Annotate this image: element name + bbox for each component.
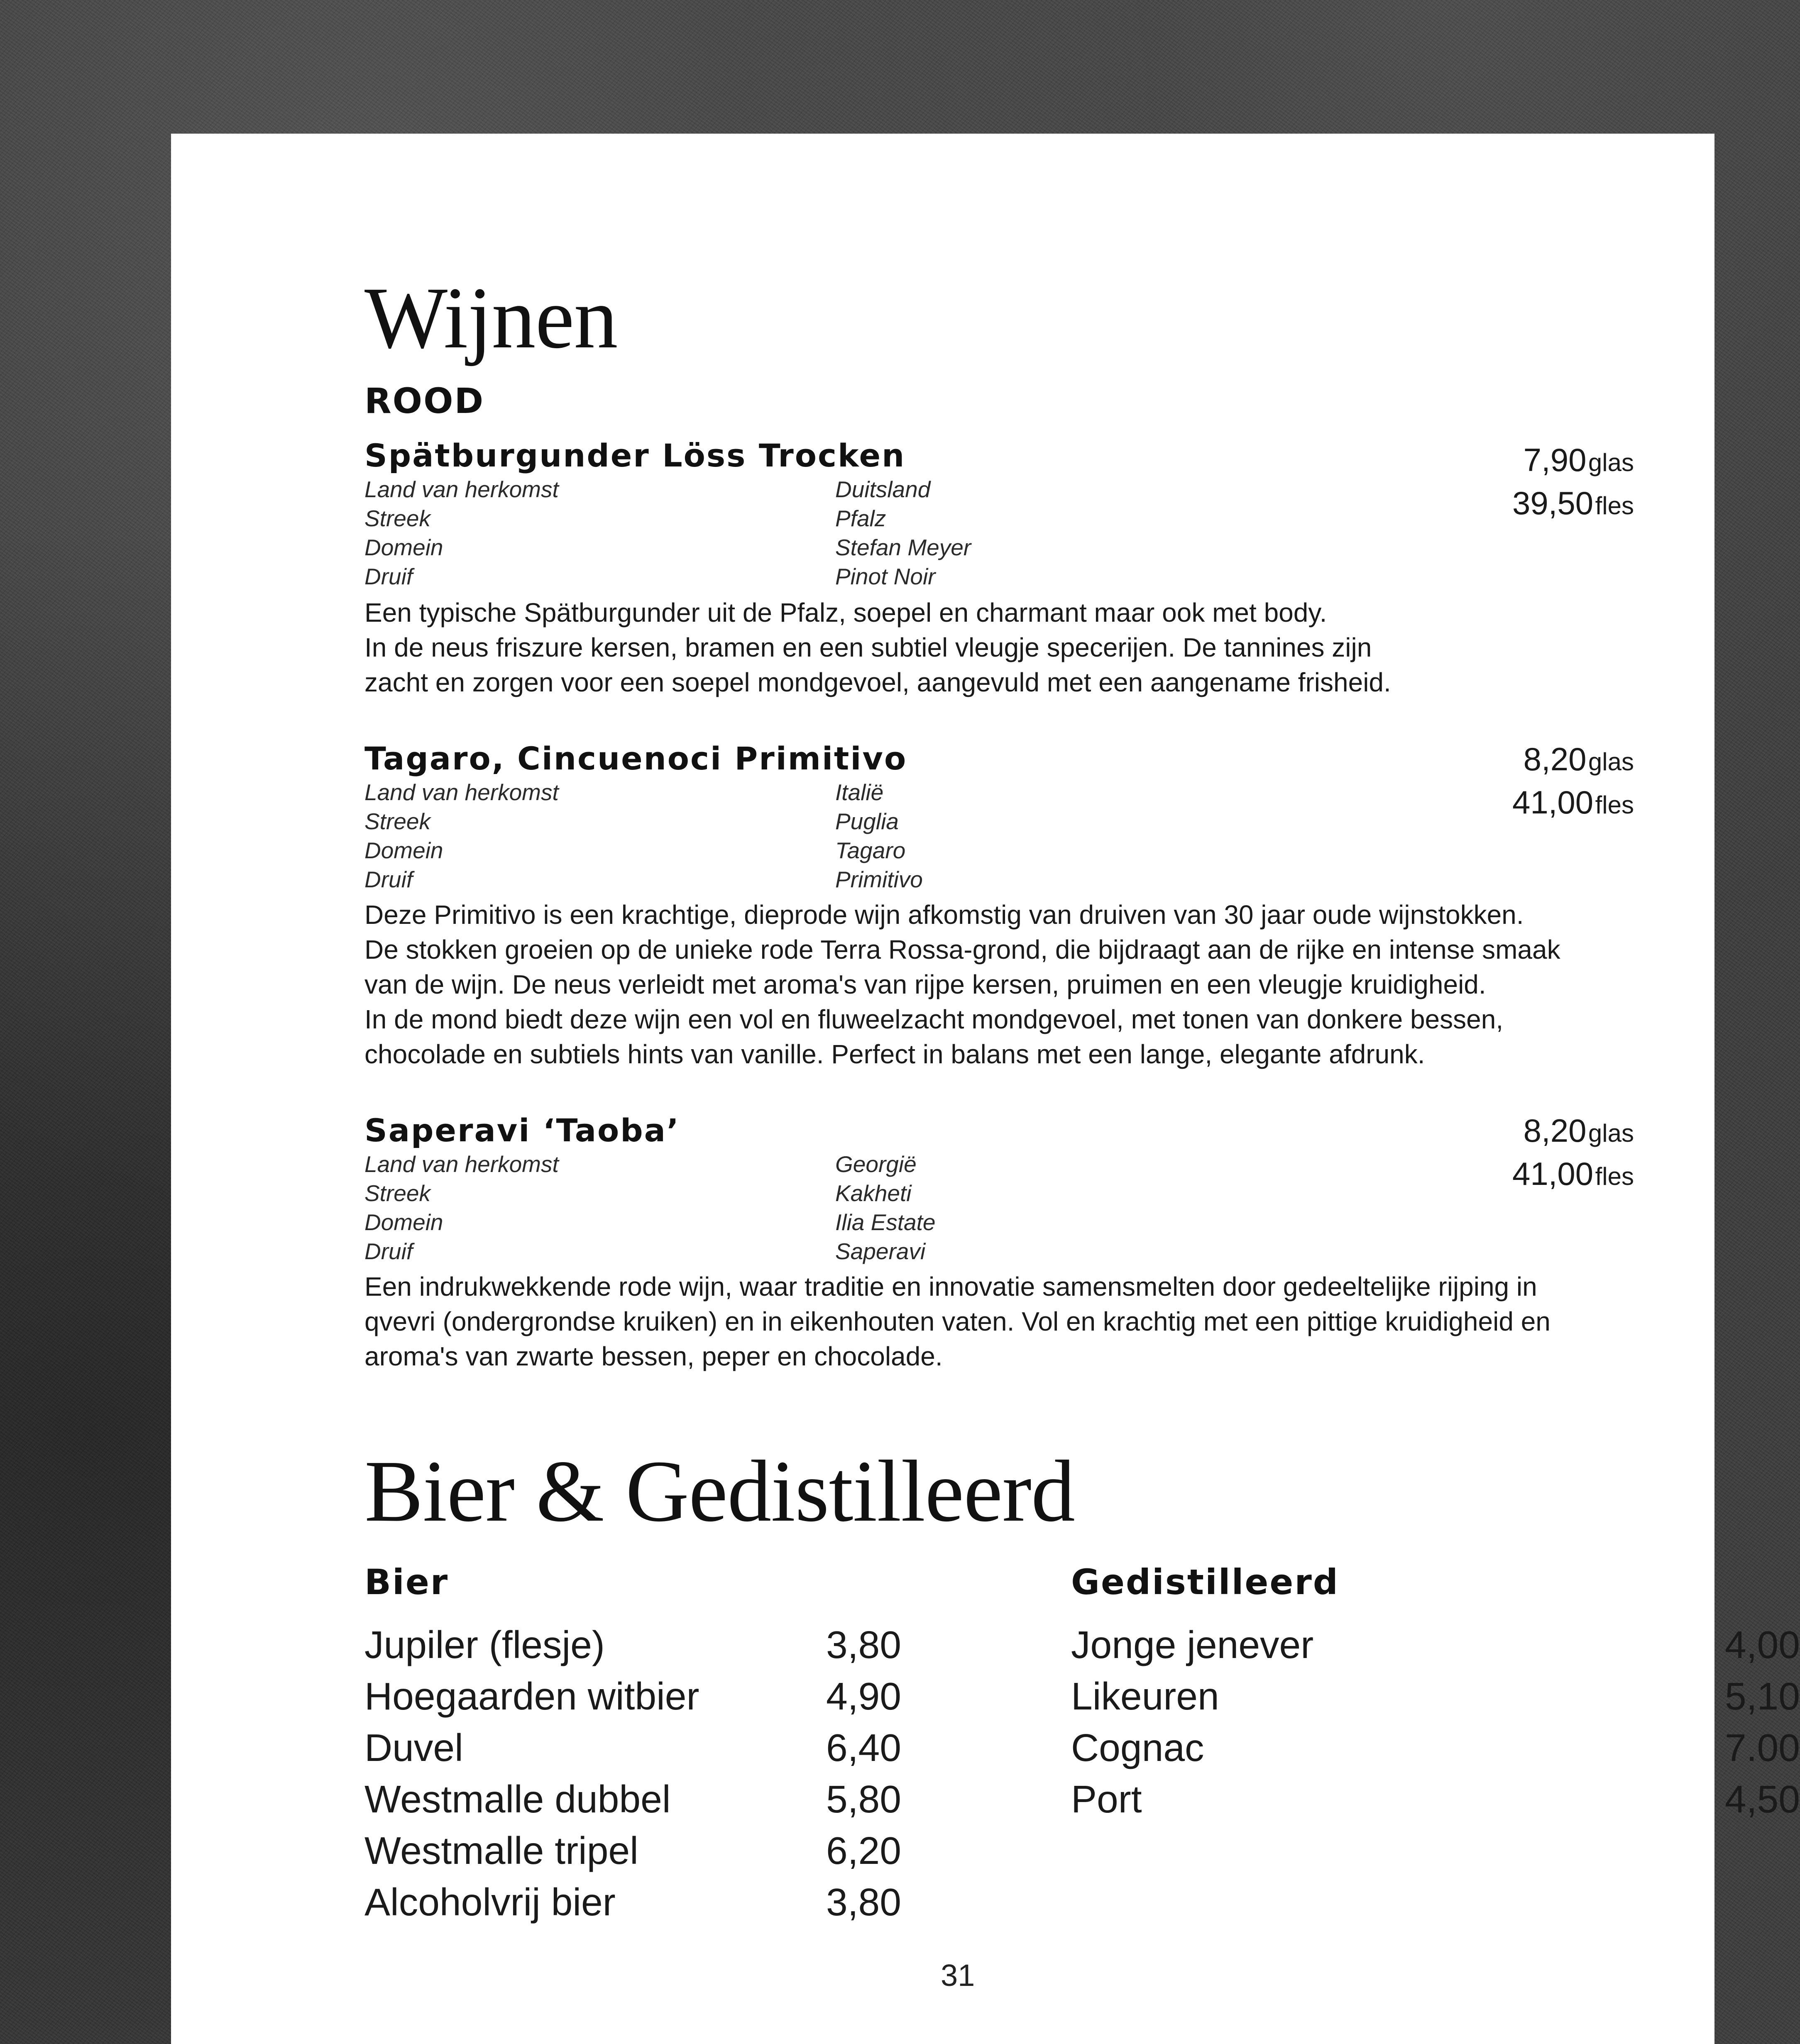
unit-glas: glas <box>1588 1119 1634 1147</box>
description-line: aroma's van zwarte bessen, peper en chocolade. <box>364 1341 943 1371</box>
wine-price <box>1416 1109 1634 1195</box>
bier-list <box>364 1619 954 1928</box>
meta-label: Land van herkomst <box>364 476 559 502</box>
meta-label: Druif <box>364 867 413 892</box>
item-name: Hoegaarden witbier <box>364 1675 699 1718</box>
meta-label: Domein <box>364 838 443 863</box>
item-name: Duvel <box>364 1726 463 1769</box>
meta-label: Streek <box>364 1180 430 1206</box>
wine-meta-labels <box>364 1150 821 1266</box>
list-item <box>364 1670 954 1722</box>
meta-label: Streek <box>364 808 430 834</box>
wine-price <box>1416 438 1634 525</box>
item-price: 6,20 <box>826 1829 902 1872</box>
list-item <box>364 1825 954 1876</box>
meta-value: Georgië <box>835 1151 917 1177</box>
meta-value: Pinot Noir <box>835 564 936 589</box>
meta-value: Pfalz <box>835 506 886 531</box>
list-item <box>364 1722 954 1773</box>
rood-heading: ROOD <box>364 381 485 421</box>
item-name: Alcoholvrij bier <box>364 1880 616 1924</box>
price-fles: 41,00 <box>1512 1155 1594 1192</box>
list-item <box>1071 1773 1800 1825</box>
description-line: van de wijn. De neus verleidt met aroma's van rijpe kersen, pruimen en een vleugje kruidigheid. <box>364 969 1486 999</box>
unit-fles: fles <box>1595 492 1634 520</box>
price-glas: 7,90 <box>1523 442 1587 478</box>
meta-label: Land van herkomst <box>364 779 559 805</box>
item-price: 5,10 <box>1725 1675 1800 1718</box>
meta-label: Domein <box>364 1209 443 1235</box>
meta-label: Domein <box>364 535 443 560</box>
meta-label: Druif <box>364 564 413 589</box>
item-price: 7.00 <box>1725 1726 1800 1769</box>
meta-value: Italië <box>835 779 884 805</box>
meta-label: Streek <box>364 506 430 531</box>
meta-value: Duitsland <box>835 476 931 502</box>
wine-meta-values <box>835 778 1209 894</box>
item-name: Cognac <box>1071 1726 1204 1769</box>
wine-description <box>364 897 1693 1072</box>
price-fles: 39,50 <box>1512 485 1594 521</box>
description-line: Een typische Spätburgunder uit de Pfalz, soepel en charmant maar ook met body. <box>364 598 1327 628</box>
unit-fles: fles <box>1595 791 1634 819</box>
item-name: Westmalle tripel <box>364 1829 638 1872</box>
list-item <box>1071 1722 1800 1773</box>
list-item <box>364 1876 954 1928</box>
list-item <box>364 1773 954 1825</box>
wine-meta-values <box>835 1150 1209 1266</box>
description-line: Deze Primitivo is een krachtige, dieprode wijn afkomstig van druiven van 30 jaar oude wijnstokken. <box>364 900 1524 930</box>
meta-value: Saperavi <box>835 1238 926 1264</box>
wine-name: Spätburgunder Löss Trocken <box>364 437 906 474</box>
meta-value: Primitivo <box>835 867 923 892</box>
gedistilleerd-list <box>1071 1619 1800 1825</box>
page-edge-mark <box>171 2038 196 2040</box>
list-item <box>1071 1670 1800 1722</box>
meta-value: Kakheti <box>835 1180 912 1206</box>
description-line: Een indrukwekkende rode wijn, waar traditie en innovatie samensmelten door gedeeltelijke rijping in <box>364 1272 1537 1302</box>
price-fles: 41,00 <box>1512 784 1594 821</box>
item-price: 3,80 <box>826 1880 902 1924</box>
wijnen-title: Wijnen <box>364 269 618 366</box>
meta-value: Stefan Meyer <box>835 535 971 560</box>
item-name: Westmalle dubbel <box>364 1778 671 1821</box>
meta-label: Druif <box>364 1238 413 1264</box>
page-number: 31 <box>941 1958 975 1993</box>
item-name: Jupiler (flesje) <box>364 1623 605 1666</box>
wine-name: Saperavi ‘Taoba’ <box>364 1112 680 1149</box>
meta-value: Tagaro <box>835 838 906 863</box>
list-item <box>364 1619 954 1670</box>
unit-fles: fles <box>1595 1162 1634 1190</box>
wine-price <box>1416 738 1634 824</box>
description-line: zacht en zorgen voor een soepel mondgevoel, aangevuld met een aangename frisheid. <box>364 667 1391 697</box>
price-glas: 8,20 <box>1523 741 1587 777</box>
wine-description <box>364 1269 1693 1374</box>
wine-meta-labels <box>364 778 821 894</box>
wine-meta-labels <box>364 475 821 591</box>
price-glas: 8,20 <box>1523 1112 1587 1149</box>
gedistilleerd-heading: Gedistilleerd <box>1071 1562 1339 1602</box>
item-name: Port <box>1071 1778 1142 1821</box>
item-name: Jonge jenever <box>1071 1623 1314 1666</box>
meta-value: Puglia <box>835 808 899 834</box>
unit-glas: glas <box>1588 748 1634 776</box>
item-price: 3,80 <box>826 1623 902 1666</box>
description-line: chocolade en subtiels hints van vanille. Perfect in balans met een lange, elegante afdrunk. <box>364 1039 1425 1069</box>
item-price: 4,50 <box>1725 1778 1800 1821</box>
wine-name: Tagaro, Cincuenoci Primitivo <box>364 740 907 777</box>
item-price: 6,40 <box>826 1726 902 1769</box>
bier-heading: Bier <box>364 1562 449 1602</box>
item-price: 5,80 <box>826 1778 902 1821</box>
menu-page <box>171 134 1800 2044</box>
list-item <box>1071 1619 1800 1670</box>
description-line: De stokken groeien op de unieke rode Terra Rossa-grond, die bijdraagt aan de rijke en intense smaak <box>364 935 1560 965</box>
description-line: In de mond biedt deze wijn een vol en fluweelzacht mondgevoel, met tonen van donkere bessen, <box>364 1004 1504 1034</box>
meta-value: Ilia Estate <box>835 1209 936 1235</box>
unit-glas: glas <box>1588 449 1634 476</box>
description-line: In de neus friszure kersen, bramen en een subtiel vleugje specerijen. De tannines zijn <box>364 632 1372 662</box>
meta-label: Land van herkomst <box>364 1151 559 1177</box>
wine-meta-values <box>835 475 1209 591</box>
bier-gedistilleerd-title: Bier & Gedistilleerd <box>364 1442 1075 1540</box>
item-name: Likeuren <box>1071 1675 1219 1718</box>
description-line: qvevri (ondergrondse kruiken) en in eikenhouten vaten. Vol en krachtig met een pittige kruidigheid en <box>364 1306 1551 1336</box>
item-price: 4,00 <box>1725 1623 1800 1666</box>
item-price: 4,90 <box>826 1675 902 1718</box>
wine-description <box>364 595 1651 700</box>
